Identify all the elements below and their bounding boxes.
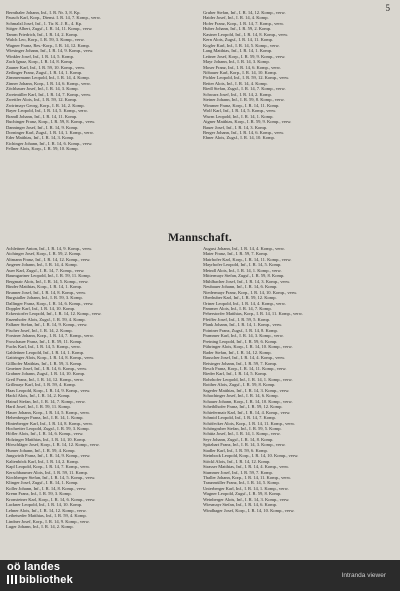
right-column-bottom [203, 246, 386, 513]
roster-entry: Grillmayr Karl, Inf., I. R. 59, 4. Komp. [6, 382, 76, 388]
roster-entry: Lackner Leopold, Inf., I. R. 14, 10. Komp. [6, 502, 83, 508]
roster-entry: Schachinger Josef, Inf., I. R. 14, 6. Komp. [203, 393, 279, 399]
roster-entry: Aichinger Josef, Korp., I. R. 59, 2. Komp. [6, 251, 82, 257]
roster-entry: Mittermayr Stefan, Zugsf., I. R. 59, 8. Komp. [203, 273, 285, 279]
roster-entry: Stöger Albert, Zugsf., I. R. 14, 11. Komp., verw. [6, 26, 93, 32]
roster-entry: Bernthaler Johann, Inf., I. R. Nr. 3, 8. Kp. [6, 10, 81, 15]
roster-entry: Strasser Matthias, Inf., I. R. 14, 4. Komp., verw. [203, 464, 290, 470]
roster-entry: Humer Johann, Inf., I. R. 59, 4. Komp. [6, 447, 76, 453]
roster-entry: Kerschbaumer Alois, Inf., I. R. 59, 11. Komp. [6, 469, 88, 475]
roster-entry: Dallinger Franz, Korp., I. R. 14, 6. Komp., verw. [6, 300, 94, 306]
roster-entry: Kern Alois, Zugsf., I. R. 14, 11. Komp. [203, 37, 273, 43]
roster-entry: Pichler Leopold, Inf., I. R. 59, 12. Komp., verw. [203, 75, 290, 81]
roster-entry: Hackl Alois, Inf., I. R. 14, 2. Komp. [6, 393, 71, 399]
roster-entry: Angerer Johann, Inf., I. R. 14, 4. Komp. [6, 262, 78, 268]
roster-entry: Pammer Alois, Inf., I. R. 14, 7. Komp. [203, 305, 272, 311]
page-number: 5 [385, 3, 390, 13]
logo-line-1: oö landes [7, 561, 61, 573]
roster-entry: Gmeiner Josef, Inf., I. R. 14, 6. Komp., verw. [6, 365, 88, 371]
roster-entry: Hofer Franz, Korp., I. R. 14, 7. Komp., verw. [203, 20, 284, 26]
left-column-bottom [6, 246, 189, 530]
roster-entry: Froschauer Franz, Inf., I. R. 59, 11. Komp. [6, 338, 83, 344]
roster-entry: Moser Franz, Inf., I. R. 14, 6. Komp., verw. [203, 64, 281, 70]
library-logo[interactable] [7, 561, 107, 589]
roster-entry: Lindner Josef, Korp., I. R. 14, 9. Komp., verw. [6, 518, 90, 524]
roster-entry: Pointner Franz, Zugsf., I. R. 14, 8. Komp. [203, 327, 278, 333]
roster-entry: Schwarz Josef, Inf., I. R. 14, 2. Komp. [203, 91, 272, 97]
roster-entry: Wurm Leopold, Inf., I. R. 14, 1. Komp. [203, 113, 274, 119]
roster-entry: Hochreiter Leopold, Zugsf., I. R. 59, 3. Komp. [6, 425, 90, 431]
roster-entry: Buchinger Franz, Korp., I. R. 59, 8. Komp., verw. [6, 119, 96, 125]
roster-entry: Kogler Karl, Inf., I. R. 14, 5. Komp., verw. [203, 42, 280, 48]
roster-entry: Achleitner Anton, Inf., I. R. 14, 9. Komp., verw. [6, 246, 93, 251]
roster-entry: Doppler Karl, Inf., I. R. 14, 10. Komp. [6, 305, 76, 311]
roster-entry: Altmann Franz, Inf., I. R. 14, 12. Komp., verw. [6, 256, 91, 262]
roster-entry: Kastner Leopold, Inf., I. R. 14, 8. Komp., verw. [203, 31, 289, 37]
roster-entry: Scheiblhofer Franz, Inf., I. R. 59, 12. Komp. [203, 404, 283, 410]
roster-entry: Lehner Alois, Inf., I. R. 14, 12. Komp., verw. [6, 507, 87, 513]
roster-entry: Mairhofer Karl, Korp., I. R. 14, 11. Komp., verw. [203, 256, 292, 262]
roster-entry: Bergmair Alois, Inf., I. R. 14, 5. Komp., verw. [6, 278, 89, 284]
roster-entry: Ortner Leopold, Inf., I. R. 14, 4. Komp., verw. [203, 300, 286, 306]
roster-entry: Berger Johann, Inf., I. R. 14, 6. Komp., verw. [203, 129, 285, 135]
roster-entry: Dorninger Karl, Zugsf., I. R. 14, 1. Komp., verw. [6, 129, 94, 135]
roster-entry: Schöngruber Stefan, Inf., I. R. 59, 5. Komp. [203, 425, 282, 431]
roster-entry: Rohrhofer Leopold, Inf., I. R. 14, 1. Komp., verw. [203, 376, 293, 382]
roster-entry: Eckerstorfer Leopold, Inf., I. R. 14, 12. Komp., verw. [6, 311, 102, 317]
roster-entry: Rauscher Josef, Inf., I. R. 14, 4. Komp., verw. [203, 355, 286, 361]
roster-entry: Leitner Josef, Korp., I. R. 59, 9. Komp., verw. [203, 53, 286, 59]
roster-entry: Hartl Josef, Inf., I. R. 59, 11. Komp. [6, 404, 71, 410]
roster-entry: Zeilinger Franz, Zugsf., I. R. 14, 1. Komp. [6, 69, 83, 75]
roster-entry: Rieder Karl, Inf., I. R. 14, 5. Komp. [203, 371, 268, 377]
roster-entry: Pühringer Alois, Korp., I. R. 14, 10. Komp., verw. [203, 344, 293, 350]
roster-entry: Zöchbauer Josef, Inf., I. R. 14, 3. Komp. [6, 86, 79, 92]
roster-entry: Stummer Josef, Inf., I. R. 59, 7. Komp. [203, 469, 273, 475]
roster-entry: Mühlbacher Josef, Inf., I. R. 14, 3. Komp., verw. [203, 278, 291, 284]
roster-entry: Resch Franz, Korp., I. R. 14, 11. Komp., verw. [203, 365, 287, 371]
roster-entry: Baumgartner Leopold, Inf., I. R. 59, 11. Komp. [6, 273, 91, 279]
roster-entry: Haas Leopold, Korp., I. R. 14, 9. Komp., verw. [6, 387, 91, 393]
roster-entry: Hinterberger Karl, Inf., I. R. 14, 8. Komp., verw. [6, 420, 93, 426]
roster-entry: Sageder Matthias, Inf., I. R. 14, 3. Komp., verw. [203, 387, 290, 393]
roster-entry: Wimmer Franz, Korp., I. R. 14, 11. Komp. [203, 102, 280, 108]
roster-entry: Weinberger Alois, Inf., I. R. 14, 3. Komp., verw. [203, 496, 290, 502]
roster-entry: Neubauer Johann, Inf., I. R. 14, 6. Komp. [203, 284, 278, 290]
logo-line-2 [7, 574, 73, 586]
roster-entry: Lang Matthias, Inf., I. R. 14, 1. Komp. [203, 48, 273, 54]
roster-entry: Riedl Stefan, Zugsf., I. R. 14, 7. Komp., verw. [203, 86, 286, 92]
roster-entry: Binder Matthias, Korp., I. R. 14, 1. Komp. [6, 284, 83, 290]
roster-entry: Haider Josef, Inf., I. R. 14, 4. Komp. [203, 15, 269, 21]
roster-entry: Fellner Alois, Korp., I. R. 59, 10. Komp. [6, 146, 79, 152]
roster-entry: Mayr Johann, Inf., I. R. 14, 3. Komp. [203, 59, 270, 65]
roster-entry: Schöfecker Alois, Korp., I. R. 14, 11. Komp., verw. [203, 420, 295, 426]
roster-entry: Schauer Johann, Korp., I. R. 14, 10. Komp., verw. [203, 398, 293, 404]
roster-entry: Bauer Josef, Inf., I. R. 14, 3. Komp. [203, 124, 268, 130]
roster-entry: Pausch Karl, Korp., Dienst. I. R. 14, 7. Komp., verw. [6, 15, 101, 21]
roster-entry: Zimmermann Leopold, Inf., I. R. 14, 4. Komp. [6, 75, 90, 81]
roster-entry: Jungwirth Franz, Inf., I. R. 14, 9. Komp., verw. [6, 453, 91, 459]
roster-entry: Krenn Franz, Inf., I. R. 59, 3. Komp. [6, 491, 72, 497]
roster-entry: Mayrhofer Leopold, Inf., I. R. 14, 5. Komp. [203, 262, 282, 268]
roster-entry: Hainzl Stefan, Inf., I. R. 14, 7. Komp., verw. [6, 398, 86, 404]
roster-entry: Traunmüller Franz, Inf., I. R. 14, 5. Komp. [203, 480, 280, 486]
roster-entry: Forstner Johann, Korp., I. R. 14, 7. Komp., verw. [6, 333, 94, 339]
roster-entry: Zach Ignaz, Korp., I. R. 14, 8. Komp. [6, 59, 74, 65]
roster-entry: Huber Johann, Inf., I. R. 59, 2. Komp. [203, 26, 272, 32]
roster-entry: Zwettler Alois, Inf., I. R. 59, 12. Komp. [6, 97, 78, 103]
roster-entry: Fischer Josef, Inf., I. R. 14, 2. Komp. [6, 327, 73, 333]
roster-entry: August Johann, Inf., I. R. 14, 4. Komp., verw. [203, 246, 285, 251]
roster-entry: Tamm Friedrich, Inf., I. R. 14, 2. Komp. [6, 31, 79, 37]
roster-entry: Wagner Leopold, Zugsf., I. R. 59, 8. Komp. [203, 491, 282, 497]
roster-entry: Leibetseder Matthias, Inf., I. R. 59, 4. Komp. [6, 513, 87, 519]
right-column-top [203, 10, 386, 141]
roster-entry: Thaller Johann, Korp., I. R. 14, 11. Komp., verw. [203, 475, 291, 481]
logo-bars-icon [7, 575, 17, 584]
roster-entry: Kaltenböck Karl, Inf., I. R. 14, 2. Komp. [6, 458, 79, 464]
roster-entry: Bayer Leopold, Inf., I. R. 14, 5. Komp., verw. [6, 108, 88, 114]
roster-entry: Gruber Stefan, Inf., I. R. 14, 12. Komp., verw. [203, 10, 286, 15]
roster-entry: Eder Matthias, Inf., I. R. 14, 3. Komp. [6, 135, 75, 141]
roster-entry: Klinger Josef, Zugsf., I. R. 14, 1. Komp. [6, 480, 79, 486]
roster-entry: Aigner Matthias, Korp., I. R. 59, 9. Komp., verw. [203, 119, 292, 125]
roster-entry: Gillhofer Matthias, Inf., I. R. 59, 3. Komp. [6, 360, 83, 366]
roster-entry: Falkner Stefan, Inf., I. R. 14, 9. Komp., verw. [6, 322, 88, 328]
roster-entry: Steiner Johann, Inf., I. R. 59, 8. Komp., verw. [203, 97, 285, 103]
roster-entry: Niedermayr Franz, Korp., I. R. 14, 10. Komp., verw. [203, 289, 298, 295]
roster-entry: Gattringer Alois, Korp., I. R. 14, 8. Komp., verw. [6, 355, 95, 361]
roster-entry: Brandl Johann, Inf., I. R. 14, 11. Komp. [6, 113, 78, 119]
roster-entry: Kapl Leopold, Korp., I. R. 14, 7. Komp., verw. [6, 464, 90, 470]
roster-entry: Wagner Franz, Res.-Korp., I. R. 14, 12. Komp. [6, 42, 90, 48]
roster-entry: Walch Leo, Korp., I. R. 59, 3. Komp., verw. [6, 37, 85, 43]
roster-entry: Wiesmayr Stefan, Inf., I. R. 14, 6. Komp. [203, 502, 277, 508]
roster-entry: Preining Leopold, Inf., I. R. 59, 6. Komp. [203, 338, 278, 344]
roster-entry: Grabner Johann, Zugsf., I. R. 14, 10. Komp. [6, 371, 86, 377]
left-column-top [6, 10, 189, 152]
roster-entry: Höfler Alois, Inf., I. R. 14, 6. Komp., verw. [6, 431, 84, 437]
section-heading: Mannschaft. [168, 232, 232, 244]
roster-entry: Holzinger Matthias, Inf., I. R. 14, 10. Komp. [6, 436, 87, 442]
roster-entry: Seyr Johann, Zugsf., I. R. 14, 8. Komp. [203, 436, 274, 442]
roster-entry: Oberhuber Karl, Inf., I. R. 59, 12. Komp. [203, 295, 277, 301]
roster-entry: Zinner Johann, Korp., I. R. 14, 6. Komp., verw. [6, 80, 91, 86]
roster-entry: Schiefermair Karl, Inf., I. R. 14, 4. Komp., verw. [203, 409, 291, 415]
roster-entry: Pfeiffer Josef, Inf., I. R. 59, 5. Komp. [203, 316, 270, 322]
roster-entry: Maier Franz, Inf., I. R. 59, 7. Komp. [203, 251, 269, 257]
roster-entry: Ebner Alois, Zugsf., I. R. 14, 10. Komp. [203, 135, 275, 141]
roster-entry: Hehenberger Franz, Inf., I. R. 14, 1. Komp. [6, 415, 84, 421]
roster-entry: Schütz Josef, Inf., I. R. 14, 1. Komp., verw. [203, 431, 281, 437]
logo-line-2-text: bibliothek [19, 574, 73, 586]
roster-entry: Kirchberger Stefan, Inf., I. R. 14, 5. Komp., verw. [6, 475, 96, 481]
roster-entry: Rader Stefan, Inf., I. R. 14, 12. Komp. [203, 349, 272, 355]
roster-entry: Nöbauer Karl, Korp., I. R. 14, 10. Komp. [203, 69, 277, 75]
roster-entry: Zwirtmayr Georg, Korp., I. R. 14, 2. Komp. [6, 102, 85, 108]
roster-entry: Reisinger Johann, Inf., I. R. 59, 7. Komp. [203, 360, 278, 366]
roster-entry: Prammer Karl, Inf., I. R. 14, 3. Komp., verw. [203, 333, 284, 339]
roster-entry: Wiesinger Johann, Inf., I. R. 14, 9. Komp., verw. [6, 48, 94, 54]
roster-entry: Zweimüller Karl, Inf., I. R. 14, 7. Komp., verw. [6, 91, 92, 97]
roster-entry: Auer Karl, Zugsf., I. R. 14, 7. Komp., verw. [6, 267, 85, 273]
roster-entry: Danninger Josef, Inf., I. R. 14, 9. Komp. [6, 124, 79, 130]
roster-entry: Koller Johann, Inf., I. R. 14, 8. Komp., verw. [6, 485, 87, 491]
roster-entry: Greil Franz, Inf., I. R. 14, 12. Komp., verw. [6, 376, 84, 382]
roster-entry: Fuchs Karl, Inf., I. R. 14, 5. Komp., verw. [6, 344, 81, 350]
viewer-label[interactable]: Intranda viewer [341, 572, 386, 579]
roster-entry: Enzenhofer Alois, Zugsf., I. R. 59, 4. Komp. [6, 316, 86, 322]
roster-entry: Peherstorfer Matthias, Korp., I. R. 14, 11. Komp., verw. [203, 311, 303, 317]
roster-entry: Roither Alois, Zugsf., I. R. 59, 8. Komp. [203, 382, 276, 388]
roster-entry: Reiter Alois, Inf., I. R. 14, 4. Komp. [203, 80, 268, 86]
roster-entry: Hörschläger Josef, Korp., I. R. 14, 12. Komp., verw. [6, 442, 100, 448]
roster-entry: Hauer Johann, Korp., I. R. 14, 5. Komp., verw. [6, 409, 90, 415]
roster-entry: Schmid Leopold, Inf., I. R. 14, 7. Komp. [203, 415, 276, 421]
roster-entry: Zauner Karl, Inf., I. R. 59, 10. Komp., verw. [6, 64, 86, 70]
roster-entry: Unterberger Karl, Inf., I. R. 14, 1. Komp., verw. [203, 485, 289, 491]
roster-entry: Gahleitner Leopold, Inf., I. R. 14, 1. Komp. [6, 349, 85, 355]
roster-entry: Stadler Karl, Inf., I. R. 59, 6. Komp. [203, 447, 268, 453]
roster-entry: Steinbock Leopold, Korp., I. R. 14, 10. Komp., verw. [203, 453, 299, 459]
roster-entry: Stöckl Alois, Inf., I. R. 14, 12. Komp. [203, 458, 271, 464]
roster-entry: Kronsteiner Karl, Korp., I. R. 14, 6. Komp., verw. [6, 496, 96, 502]
roster-entry: Spitzbart Franz, Inf., I. R. 14, 3. Komp., verw. [203, 442, 286, 448]
roster-entry: Winkler Josef, Inf., I. R. 14, 5. Komp. [6, 53, 74, 59]
roster-entry: Schmalzl Josef, Inf., 1. Tir. K. J. R., 4. Kp. [6, 20, 83, 26]
roster-entry: Plank Johann, Inf., I. R. 14, 1. Komp., verw. [203, 322, 283, 328]
roster-entry: Meindl Alois, Inf., I. R. 14, 1. Komp., verw. [203, 267, 282, 273]
roster-entry: Luger Johann, Inf., I. R. 14, 2. Komp. [6, 524, 74, 530]
roster-entry: Brunner Josef, Inf., I. R. 14, 8. Komp., verw. [6, 289, 87, 295]
roster-entry: Windhager Josef, Korp., I. R. 14, 10. Komp., verw. [203, 507, 295, 513]
roster-entry: Wolf Karl, Inf., I. R. 14, 5. Komp., verw. [203, 108, 277, 114]
roster-entry: Eichinger Johann, Inf., I. R. 14, 6. Komp., verw. [6, 140, 93, 146]
roster-entry: Burgstaller Johann, Inf., I. R. 59, 3. Komp. [6, 295, 83, 301]
